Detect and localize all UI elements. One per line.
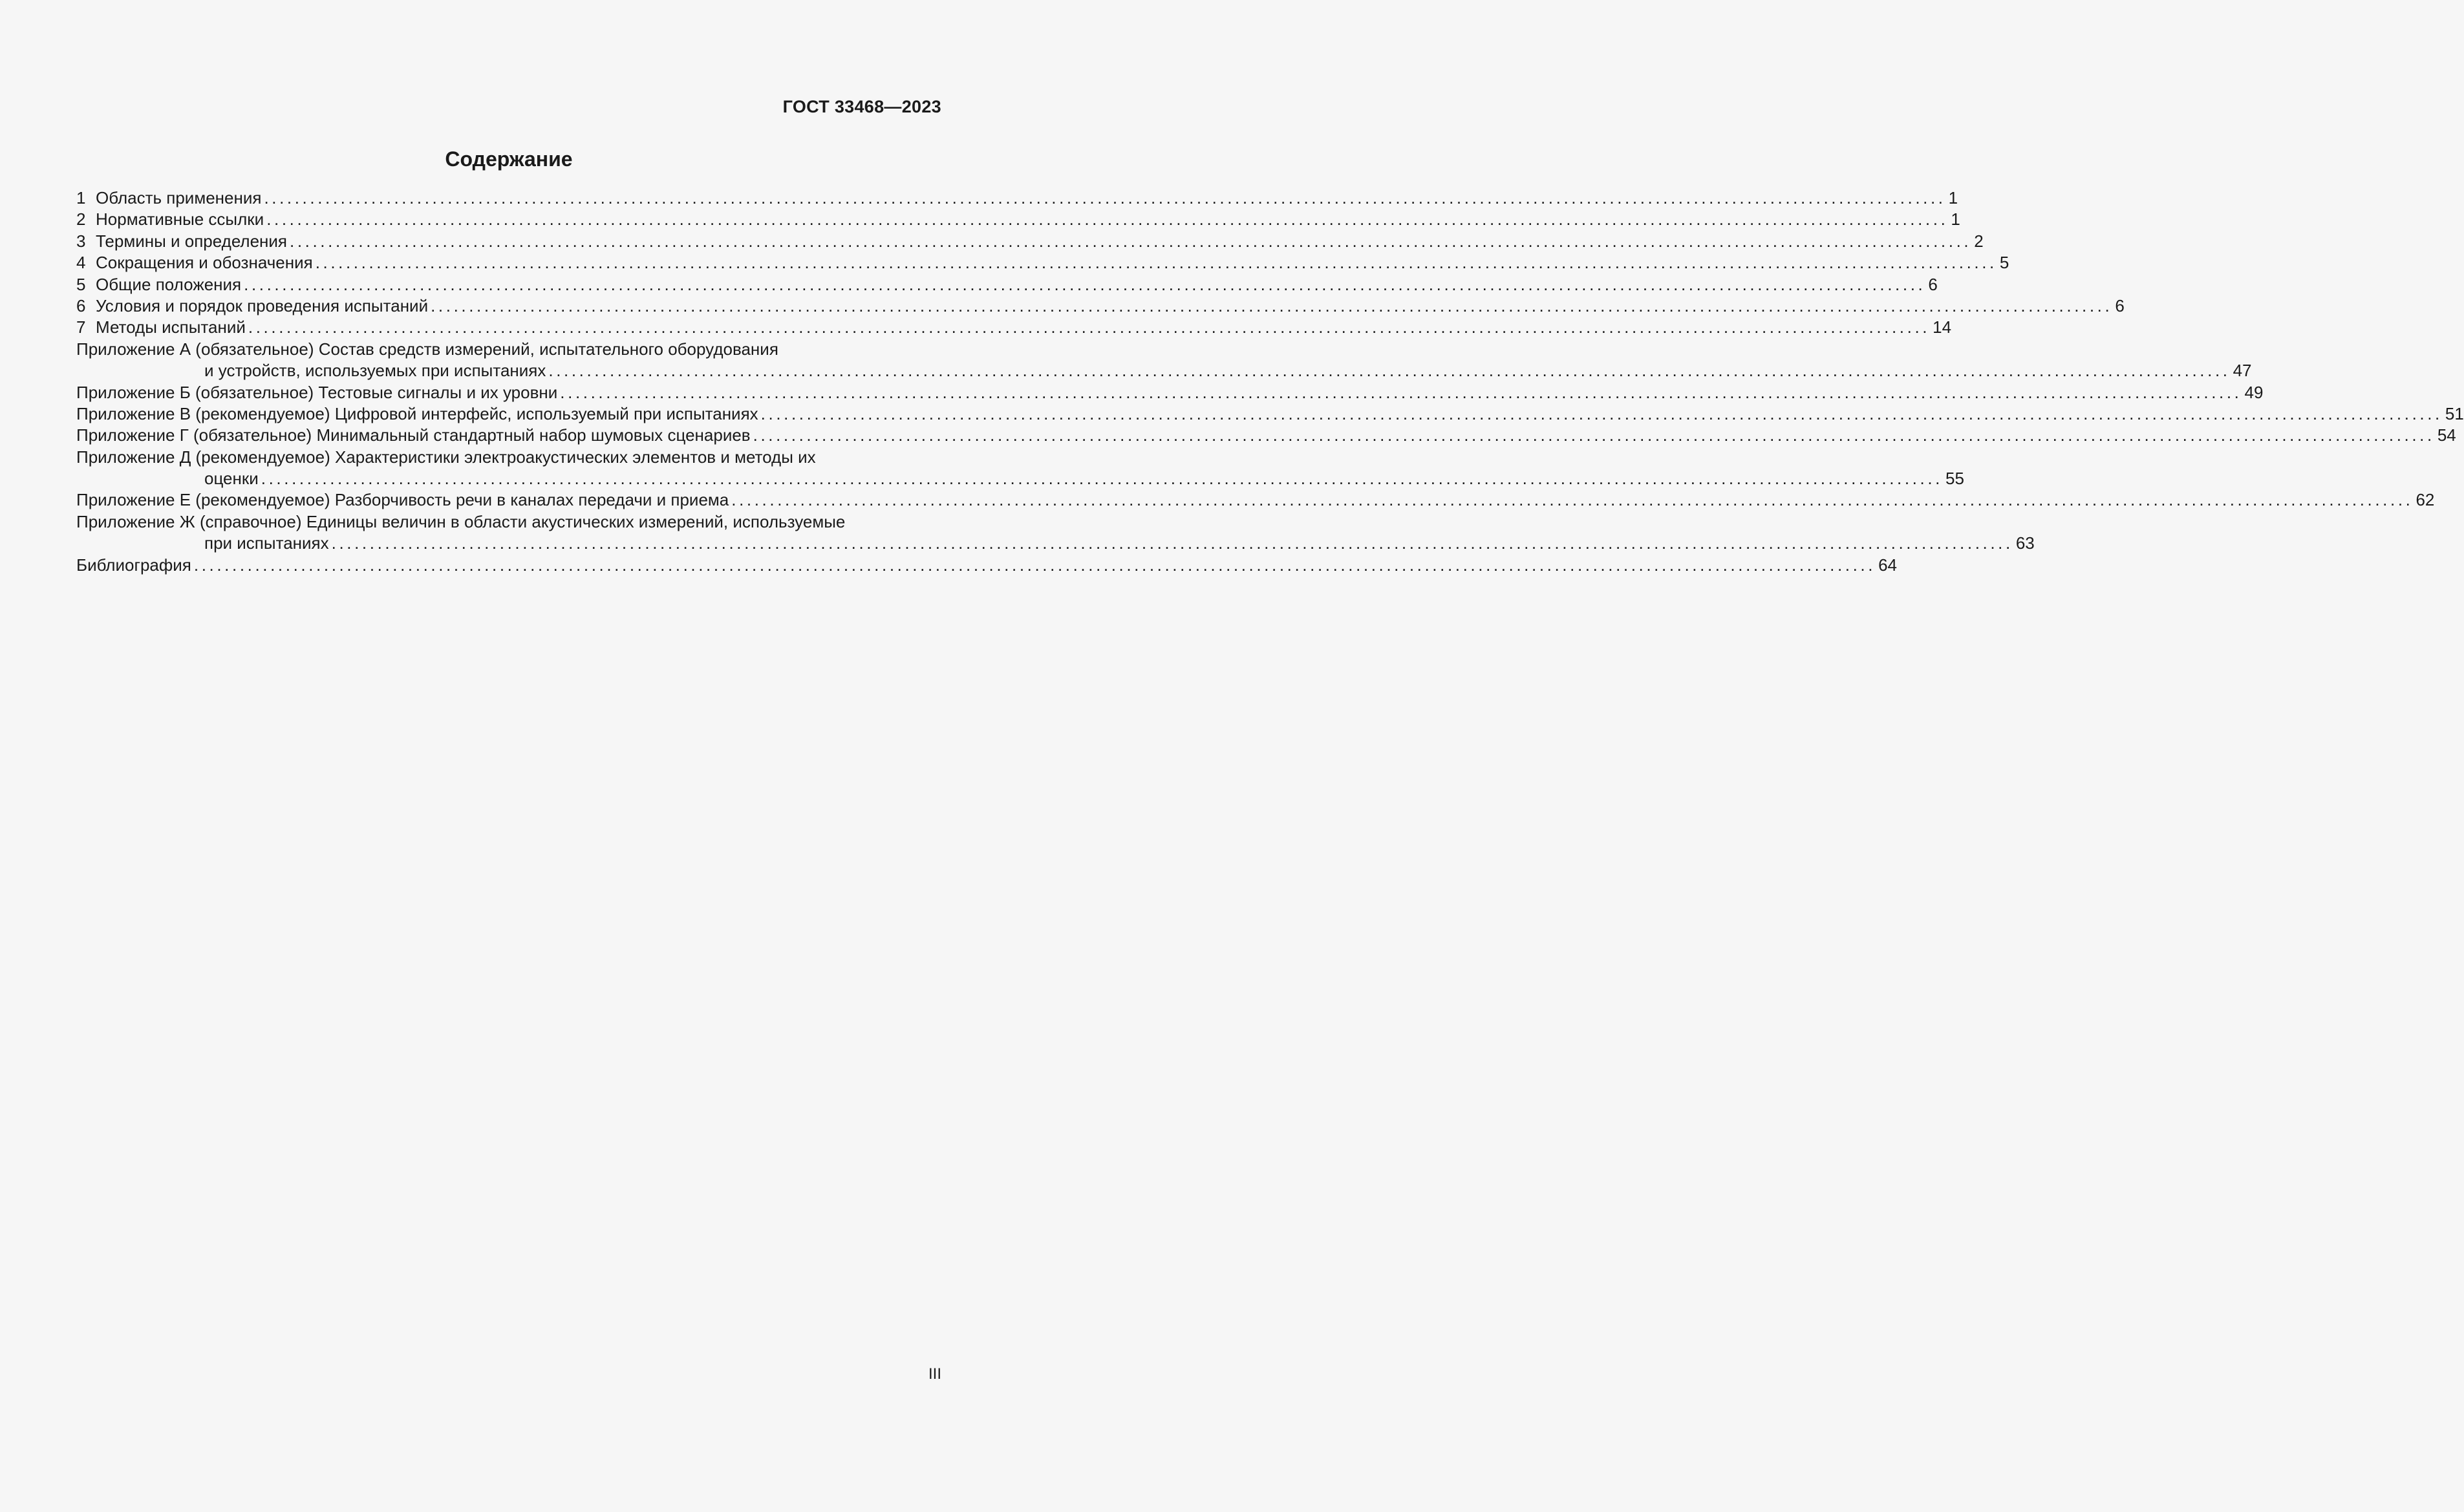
entry-title: Сокращения и обозначения: [96, 253, 313, 273]
entry-title: Приложение А (обязательное) Состав средств измерений, испытательного оборудования: [76, 339, 778, 359]
dot-leader: ............................................................................................................................................................................................................................: [760, 403, 2443, 423]
document-code: ГОСТ 33468—2023: [782, 97, 941, 116]
entry-title: Приложение Д (рекомендуемое) Характеристики электроакустических элементов и методы их: [76, 447, 816, 467]
entry-title: Методы испытаний: [96, 317, 246, 337]
entry-page: 49: [2244, 382, 2264, 402]
dot-leader: ............................................................................................................................................................................................................................: [731, 490, 2414, 510]
entry-number: 6: [76, 295, 86, 315]
entry-page: 6: [1928, 274, 1938, 294]
entry-title: Библиография: [76, 555, 191, 575]
entry-page: 47: [2233, 361, 2252, 381]
entry-page: 55: [1945, 469, 1964, 489]
dot-leader: ............................................................................................................................................................................................................................: [261, 469, 1943, 489]
toc-entry-appendix-e[interactable]: [76, 489, 2435, 511]
dot-leader: ............................................................................................................................................................................................................................: [315, 253, 1997, 273]
toc-entry-appendix-v[interactable]: [76, 403, 2464, 425]
dot-leader: ............................................................................................................................................................................................................................: [548, 361, 2231, 381]
entry-title-continuation: оценки: [204, 469, 259, 489]
entry-title: Приложение Ж (справочное) Единицы величин в области акустических измерений, используемые: [76, 511, 846, 531]
entry-title: Нормативные ссылки: [96, 209, 264, 229]
toc-entry-appendix-zh-cont[interactable]: [76, 533, 2035, 554]
toc-entry-5[interactable]: [76, 274, 1938, 295]
toc-title: Содержание: [445, 147, 573, 171]
toc-entry-appendix-d[interactable]: [76, 447, 941, 468]
entry-page: 64: [1878, 555, 1897, 575]
toc-entry-2[interactable]: [76, 209, 1960, 230]
entry-number: 3: [76, 231, 86, 251]
toc-entry-appendix-d-cont[interactable]: [76, 468, 1964, 489]
entry-page: 6: [2115, 295, 2125, 315]
toc-entry-6[interactable]: [76, 295, 2125, 317]
toc-entry-4[interactable]: [76, 252, 2009, 273]
toc-entry-appendix-zh[interactable]: [76, 511, 941, 533]
dot-leader: ............................................................................................................................................................................................................................: [266, 209, 1949, 229]
entry-page: 62: [2416, 490, 2435, 510]
toc-entry-bibliography[interactable]: [76, 555, 1897, 576]
entry-title: Термины и определения: [96, 231, 288, 251]
entry-number: 7: [76, 317, 86, 337]
entry-number: 2: [76, 209, 86, 229]
entry-page: 1: [1948, 188, 1958, 208]
toc-entry-appendix-a[interactable]: [76, 339, 941, 360]
dot-leader: ............................................................................................................................................................................................................................: [193, 555, 1876, 575]
entry-title: Приложение Г (обязательное) Минимальный стандартный набор шумовых сценариев: [76, 425, 751, 445]
entry-number: 5: [76, 274, 86, 294]
entry-page: 1: [1951, 209, 1960, 229]
toc-entry-appendix-a-cont[interactable]: [76, 360, 2252, 381]
entry-number: 4: [76, 253, 86, 273]
entry-title-continuation: при испытаниях: [204, 533, 329, 553]
entry-page: 14: [1933, 317, 1952, 337]
entry-title: Область применения: [96, 188, 262, 208]
entry-page: 51: [2445, 403, 2464, 423]
table-of-contents: [76, 187, 2464, 576]
entry-page: 2: [1974, 231, 1984, 251]
entry-page: 5: [1999, 253, 2009, 273]
entry-title-continuation: и устройств, используемых при испытаниях: [204, 361, 546, 381]
toc-entry-7[interactable]: [76, 317, 1952, 338]
dot-leader: ............................................................................................................................................................................................................................: [264, 188, 1946, 208]
dot-leader: ............................................................................................................................................................................................................................: [560, 382, 2242, 402]
dot-leader: ............................................................................................................................................................................................................................: [244, 274, 1926, 294]
entry-title: Приложение Е (рекомендуемое) Разборчивость речи в каналах передачи и приема: [76, 490, 729, 510]
entry-number: 1: [76, 188, 86, 208]
entry-title: Приложение Б (обязательное) Тестовые сигналы и их уровни: [76, 382, 558, 402]
dot-leader: ............................................................................................................................................................................................................................: [753, 425, 2435, 445]
toc-entry-appendix-b[interactable]: [76, 382, 2264, 403]
entry-page: 54: [2437, 425, 2456, 445]
dot-leader: ............................................................................................................................................................................................................................: [248, 317, 1931, 337]
entry-title: Приложение В (рекомендуемое) Цифровой интерфейс, используемый при испытаниях: [76, 403, 758, 423]
dot-leader: ............................................................................................................................................................................................................................: [290, 231, 1972, 251]
dot-leader: ............................................................................................................................................................................................................................: [331, 533, 2013, 553]
toc-entry-1[interactable]: [76, 187, 1958, 209]
dot-leader: ............................................................................................................................................................................................................................: [431, 295, 2113, 315]
entry-page: 63: [2015, 533, 2035, 553]
page-number: III: [928, 1365, 941, 1383]
entry-title: Общие положения: [96, 274, 242, 294]
entry-title: Условия и порядок проведения испытаний: [96, 295, 429, 315]
toc-entry-3[interactable]: [76, 231, 1984, 252]
toc-entry-appendix-g[interactable]: [76, 425, 2456, 446]
